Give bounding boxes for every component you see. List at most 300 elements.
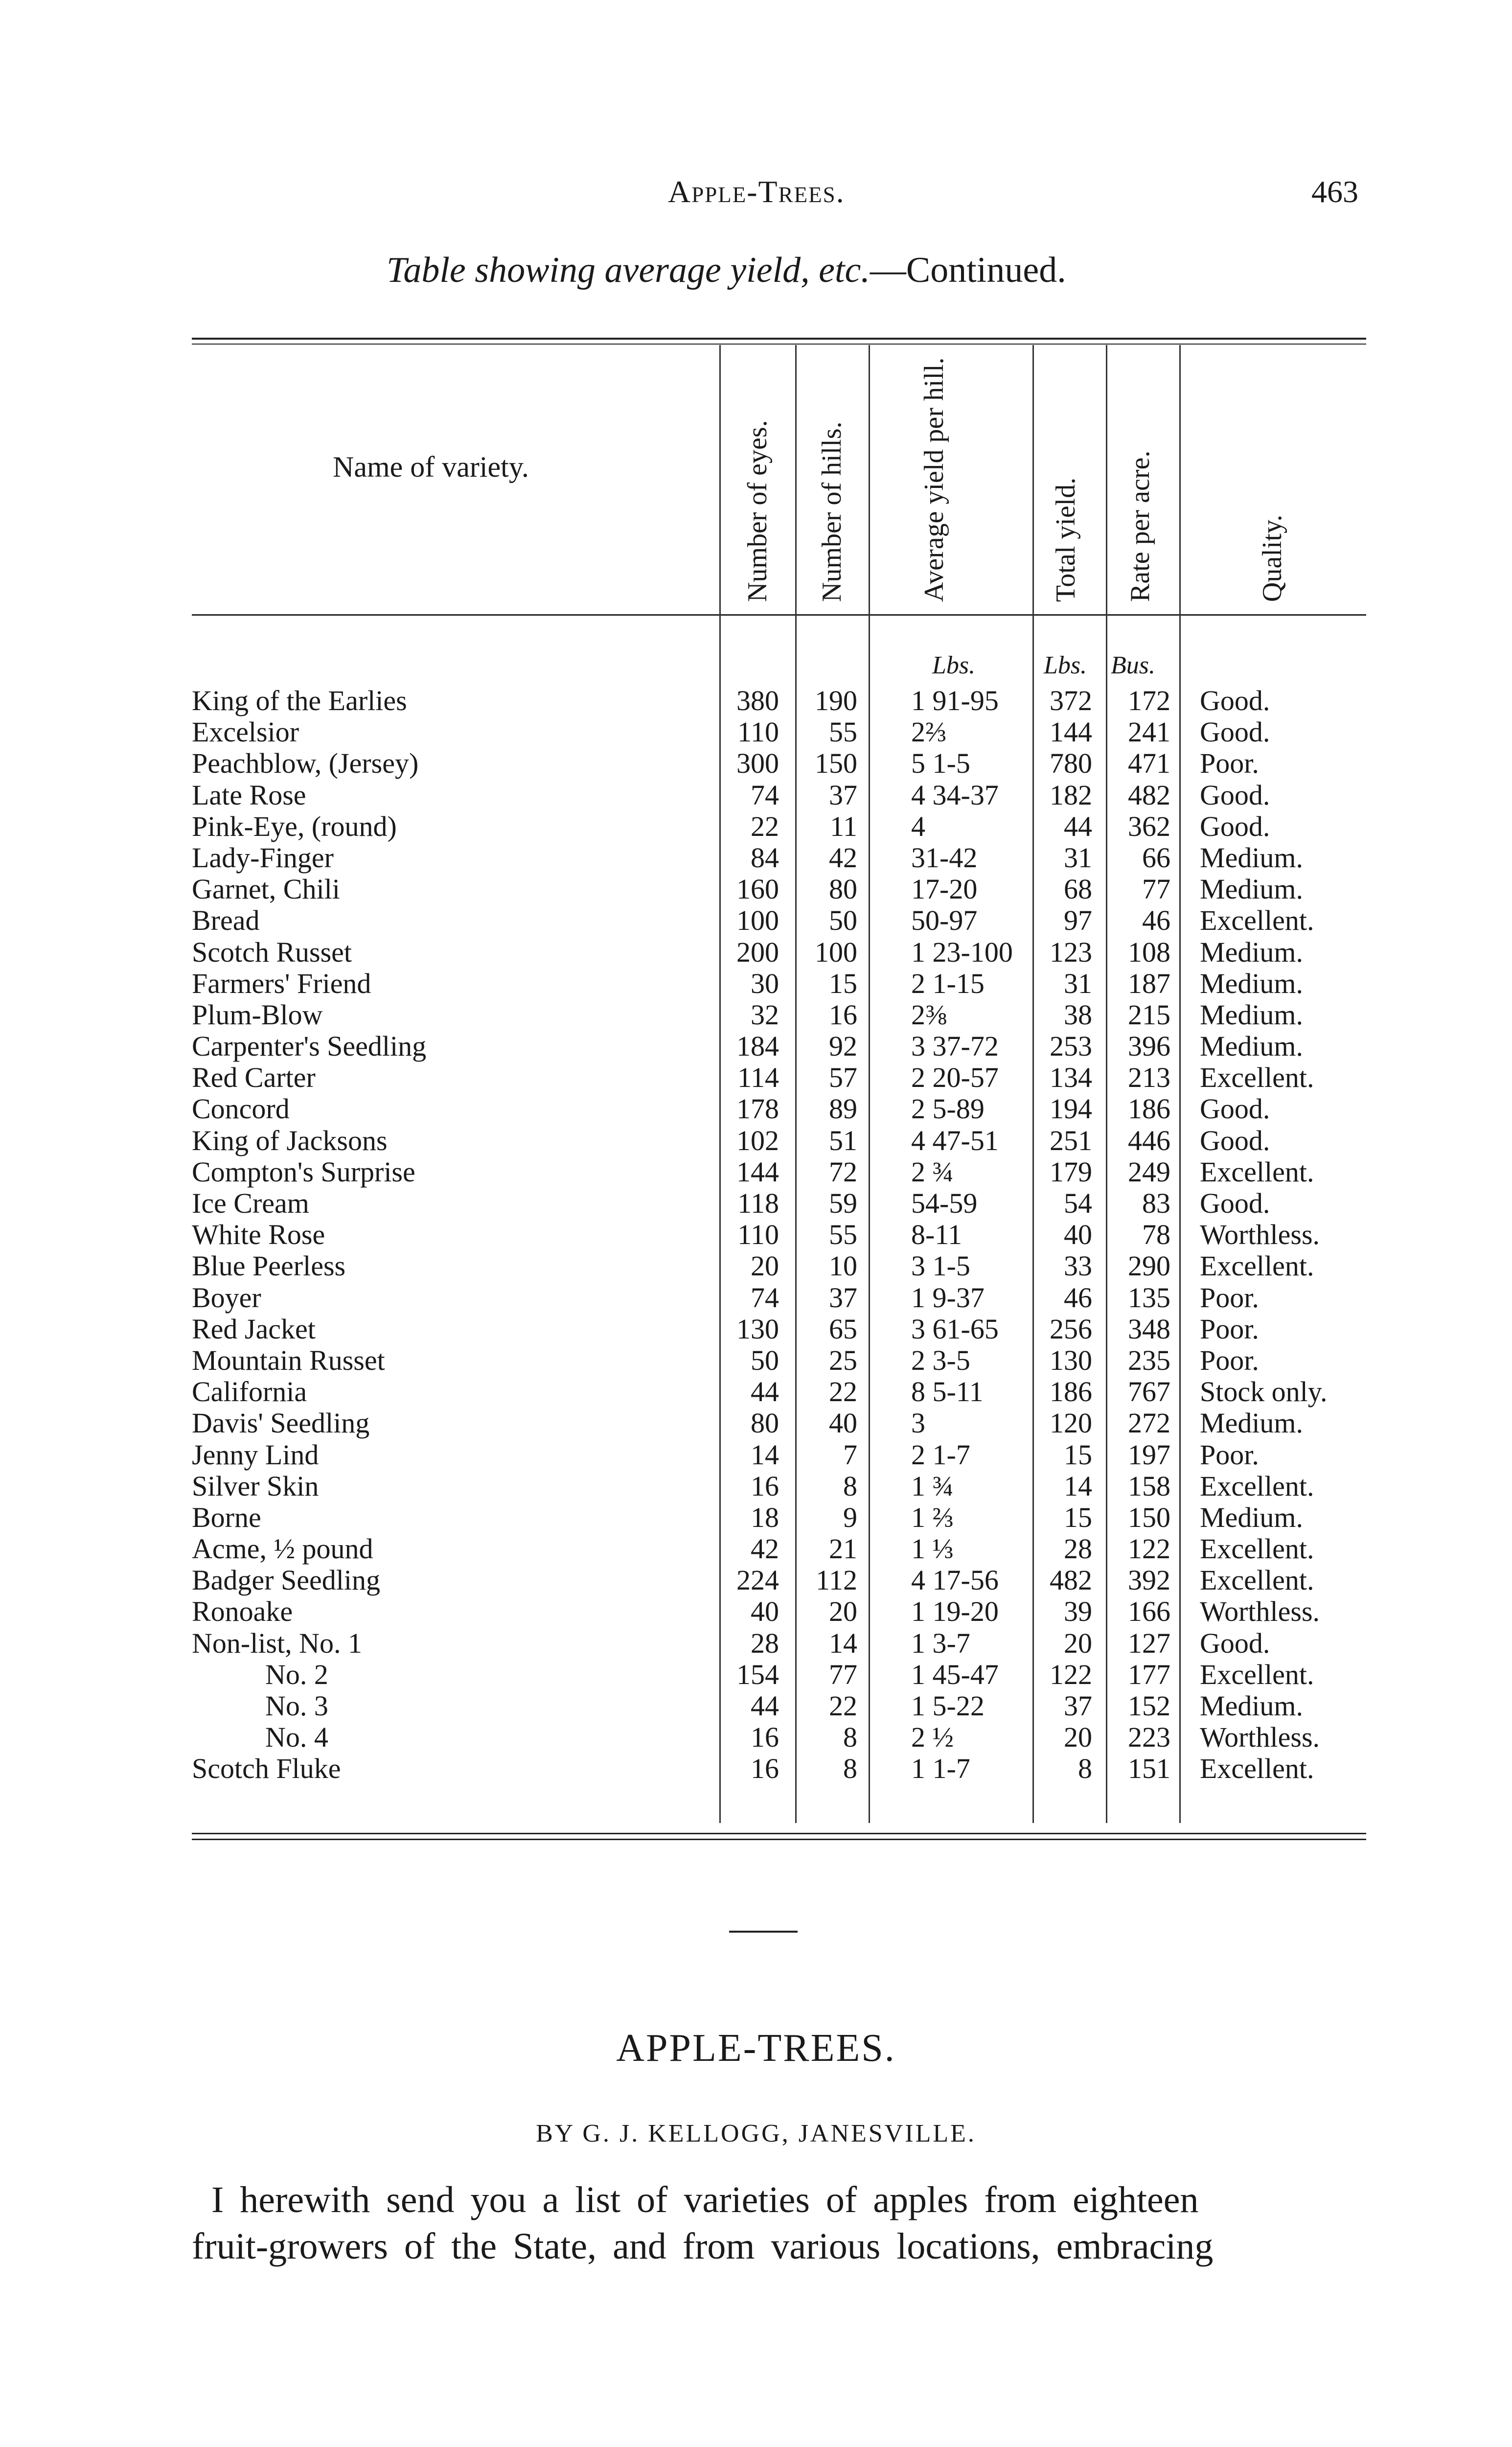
cell-rate: 127 [1128, 1627, 1170, 1659]
column-header-avg-text: Average yield per hill. [919, 357, 949, 602]
table-row [192, 1345, 1356, 1376]
cell-quality: Excellent. [1200, 1533, 1314, 1565]
cell-hills: 190 [815, 685, 857, 716]
table-row [192, 1250, 1356, 1282]
cell-eyes: 110 [737, 716, 779, 748]
column-header-name: Name of variety. [333, 451, 529, 483]
cell-total: 182 [1050, 779, 1092, 811]
cell-eyes: 154 [736, 1658, 779, 1690]
cell-eyes: 102 [736, 1124, 779, 1156]
cell-eyes: 74 [751, 779, 779, 811]
cell-avg: 1 ⅔ [911, 1501, 954, 1533]
cell-avg: 2 ¾ [911, 1155, 954, 1188]
variety-name: Pink-Eye, (round) [192, 810, 397, 842]
cell-hills: 65 [829, 1313, 857, 1345]
cell-hills: 14 [829, 1627, 857, 1659]
table-row [192, 874, 1356, 905]
units-total: Lbs. [1044, 651, 1087, 679]
table-body [192, 685, 1356, 1785]
cell-avg: 17-20 [911, 873, 978, 905]
cell-hills: 37 [829, 779, 857, 811]
variety-name: Garnet, Chili [192, 874, 340, 905]
cell-quality: Medium. [1200, 967, 1304, 999]
cell-total: 68 [1064, 873, 1092, 905]
cell-total: 38 [1064, 998, 1092, 1031]
cell-rate: 471 [1128, 747, 1170, 780]
cell-quality: Poor. [1200, 1281, 1259, 1314]
cell-rate: 78 [1142, 1219, 1170, 1251]
cell-avg: 4 47-51 [911, 1124, 999, 1156]
cell-rate: 249 [1128, 1155, 1170, 1188]
table-caption [387, 250, 1189, 291]
cell-hills: 100 [815, 936, 857, 968]
cell-quality: Poor. [1200, 1438, 1259, 1471]
cell-total: 256 [1050, 1313, 1092, 1345]
cell-quality: Good. [1200, 1627, 1270, 1659]
cell-avg: 2⅔ [911, 716, 947, 748]
variety-name: Scotch Fluke [192, 1753, 341, 1785]
cell-avg: 1 ¾ [911, 1470, 954, 1502]
cell-avg: 2 3-5 [911, 1344, 970, 1376]
cell-hills: 37 [829, 1281, 857, 1314]
table-row [192, 842, 1356, 874]
table-row [192, 1565, 1356, 1596]
cell-total: 482 [1050, 1564, 1092, 1596]
cell-rate: 348 [1128, 1313, 1170, 1345]
cell-eyes: 380 [736, 685, 779, 716]
table-row [192, 811, 1356, 842]
cell-rate: 186 [1128, 1093, 1170, 1125]
column-header-quality: Quality. [1257, 514, 1287, 602]
variety-name: Blue Peerless [192, 1250, 346, 1282]
cell-avg: 3 61-65 [911, 1313, 999, 1345]
header-bottom-rule [192, 614, 1366, 616]
table-row [192, 1031, 1356, 1062]
column-header-eyes: Number of eyes. [742, 420, 773, 602]
table-row [192, 748, 1356, 779]
table-row [192, 716, 1356, 748]
cell-quality: Excellent. [1200, 1470, 1314, 1502]
cell-avg: 8-11 [911, 1219, 962, 1251]
table-caption-italic: Table showing average yield, etc. [387, 250, 870, 290]
cell-quality: Medium. [1200, 998, 1304, 1031]
table-caption-continued: —Continued. [870, 250, 1066, 290]
cell-avg: 31-42 [911, 841, 978, 874]
cell-eyes: 16 [751, 1721, 779, 1754]
variety-name: Concord [192, 1093, 290, 1125]
table-row [192, 1376, 1356, 1408]
cell-avg: 3 37-72 [911, 1030, 999, 1062]
table-top-rule [192, 338, 1366, 340]
variety-name: Plum-Blow [192, 999, 323, 1031]
cell-avg: 1 9-37 [911, 1281, 985, 1314]
article-byline: BY G. J. KELLOGG, JANESVILLE. [536, 2120, 976, 2147]
cell-rate: 290 [1128, 1250, 1170, 1282]
variety-name: Late Rose [192, 779, 306, 811]
cell-rate: 122 [1128, 1533, 1170, 1565]
cell-hills: 9 [843, 1501, 857, 1533]
cell-eyes: 28 [751, 1627, 779, 1659]
cell-eyes: 160 [736, 873, 779, 905]
cell-quality: Excellent. [1200, 1564, 1314, 1596]
cell-eyes: 100 [736, 904, 779, 937]
cell-eyes: 42 [751, 1533, 779, 1565]
cell-total: 44 [1064, 810, 1092, 842]
table-row [192, 1156, 1356, 1188]
table-row [192, 968, 1356, 999]
cell-quality: Good. [1200, 810, 1270, 842]
cell-rate: 223 [1128, 1721, 1170, 1754]
page-number: 463 [1311, 174, 1358, 209]
variety-name: Mountain Russet [192, 1344, 385, 1376]
cell-hills: 15 [829, 967, 857, 999]
cell-total: 20 [1064, 1627, 1092, 1659]
cell-rate: 215 [1128, 998, 1170, 1031]
cell-hills: 89 [829, 1093, 857, 1125]
variety-name: Boyer [192, 1282, 261, 1314]
cell-hills: 8 [843, 1470, 857, 1502]
cell-rate: 152 [1128, 1690, 1170, 1722]
table-row [192, 905, 1356, 936]
variety-name: Scotch Russet [192, 936, 352, 968]
cell-rate: 46 [1142, 904, 1170, 937]
cell-quality: Stock only. [1200, 1376, 1328, 1408]
cell-rate: 446 [1128, 1124, 1170, 1156]
cell-eyes: 16 [751, 1753, 779, 1785]
cell-hills: 16 [829, 998, 857, 1031]
cell-quality: Poor. [1200, 1344, 1259, 1376]
cell-rate: 151 [1128, 1753, 1170, 1785]
cell-hills: 21 [829, 1533, 857, 1565]
cell-hills: 20 [829, 1595, 857, 1628]
variety-name: Compton's Surprise [192, 1156, 415, 1188]
table-row [192, 1690, 1356, 1722]
cell-hills: 57 [829, 1062, 857, 1094]
cell-total: 194 [1050, 1093, 1092, 1125]
cell-total: 54 [1064, 1187, 1092, 1219]
variety-name: White Rose [192, 1219, 325, 1251]
cell-rate: 213 [1128, 1062, 1170, 1094]
cell-total: 253 [1050, 1030, 1092, 1062]
cell-quality: Worthless. [1200, 1721, 1320, 1754]
cell-total: 40 [1064, 1219, 1092, 1251]
cell-eyes: 178 [736, 1093, 779, 1125]
cell-total: 15 [1064, 1501, 1092, 1533]
cell-hills: 8 [843, 1753, 857, 1785]
cell-total: 31 [1064, 841, 1092, 874]
cell-rate: 172 [1128, 685, 1170, 716]
cell-quality: Medium. [1200, 1501, 1304, 1533]
variety-name: King of Jacksons [192, 1125, 388, 1156]
cell-total: 97 [1064, 904, 1092, 937]
article-line-1: I herewith send you a list of varieties of apples from eighteen [211, 2179, 1199, 2220]
variety-name: Davis' Seedling [192, 1408, 370, 1439]
cell-quality: Excellent. [1200, 1658, 1314, 1690]
table-row [192, 1659, 1356, 1690]
cell-rate: 396 [1128, 1030, 1170, 1062]
cell-eyes: 44 [751, 1690, 779, 1722]
cell-eyes: 84 [751, 841, 779, 874]
cell-eyes: 32 [751, 998, 779, 1031]
table-row [192, 1722, 1356, 1753]
cell-avg: 4 17-56 [911, 1564, 999, 1596]
variety-name: Silver Skin [192, 1470, 319, 1502]
cell-quality: Good. [1200, 716, 1270, 748]
cell-total: 20 [1064, 1721, 1092, 1754]
units-avg: Lbs. [932, 651, 976, 679]
cell-avg: 1 23-100 [911, 936, 1013, 968]
running-head [0, 174, 1512, 213]
running-head-title: Apple-Trees. [668, 174, 845, 209]
cell-eyes: 74 [751, 1281, 779, 1314]
table-bottom-rule [192, 1833, 1366, 1834]
cell-rate: 241 [1128, 716, 1170, 748]
cell-total: 122 [1050, 1658, 1092, 1690]
cell-total: 28 [1064, 1533, 1092, 1565]
table-row [192, 1408, 1356, 1439]
cell-avg: 1 19-20 [911, 1595, 999, 1628]
cell-avg: 5 1-5 [911, 747, 970, 780]
cell-hills: 59 [829, 1187, 857, 1219]
cell-hills: 8 [843, 1721, 857, 1754]
cell-avg: 2 ½ [911, 1721, 954, 1754]
column-header-hills: Number of hills. [817, 421, 847, 602]
cell-rate: 272 [1128, 1407, 1170, 1439]
cell-avg: 1 5-22 [911, 1690, 985, 1722]
cell-eyes: 118 [737, 1187, 779, 1219]
column-header-total: Total yield. [1051, 477, 1081, 602]
cell-avg: 4 34-37 [911, 779, 999, 811]
table-row [192, 1533, 1356, 1565]
table-row [192, 1596, 1356, 1627]
cell-total: 186 [1050, 1376, 1092, 1408]
cell-quality: Good. [1200, 685, 1270, 716]
cell-quality: Excellent. [1200, 1250, 1314, 1282]
cell-hills: 150 [815, 747, 857, 780]
cell-total: 31 [1064, 967, 1092, 999]
cell-eyes: 80 [751, 1407, 779, 1439]
cell-quality: Poor. [1200, 1313, 1259, 1345]
cell-quality: Worthless. [1200, 1595, 1320, 1628]
cell-hills: 55 [829, 1219, 857, 1251]
cell-hills: 22 [829, 1690, 857, 1722]
cell-hills: 11 [830, 810, 857, 842]
cell-total: 251 [1050, 1124, 1092, 1156]
cell-total: 134 [1050, 1062, 1092, 1094]
cell-quality: Excellent. [1200, 1753, 1314, 1785]
cell-hills: 22 [829, 1376, 857, 1408]
cell-rate: 83 [1142, 1187, 1170, 1219]
article-line-2: fruit-growers of the State, and from various locations, embracing [192, 2226, 1214, 2267]
cell-rate: 767 [1128, 1376, 1170, 1408]
cell-rate: 177 [1128, 1658, 1170, 1690]
cell-avg: 1 ⅓ [911, 1533, 954, 1565]
variety-name: Borne [192, 1501, 261, 1533]
cell-rate: 135 [1128, 1281, 1170, 1314]
variety-name: Red Jacket [192, 1313, 316, 1345]
cell-eyes: 14 [751, 1438, 779, 1471]
cell-rate: 197 [1128, 1438, 1170, 1471]
cell-avg: 2 1-7 [911, 1438, 970, 1471]
cell-total: 179 [1050, 1155, 1092, 1188]
table-row [192, 999, 1356, 1031]
cell-avg: 1 3-7 [911, 1627, 970, 1659]
cell-quality: Good. [1200, 1124, 1270, 1156]
variety-name: Ice Cream [192, 1188, 309, 1219]
cell-total: 15 [1064, 1438, 1092, 1471]
table-row [192, 1753, 1356, 1784]
variety-name: Badger Seedling [192, 1565, 380, 1596]
cell-hills: 55 [829, 716, 857, 748]
cell-rate: 77 [1142, 873, 1170, 905]
cell-avg: 8 5-11 [911, 1376, 984, 1408]
cell-rate: 158 [1128, 1470, 1170, 1502]
cell-eyes: 16 [751, 1470, 779, 1502]
cell-eyes: 22 [751, 810, 779, 842]
cell-avg: 4 [911, 810, 925, 842]
cell-hills: 7 [843, 1438, 857, 1471]
cell-eyes: 300 [736, 747, 779, 780]
table-row [192, 1439, 1356, 1471]
variety-name: Non-list, No. 1 [192, 1627, 362, 1659]
cell-eyes: 50 [751, 1344, 779, 1376]
cell-avg: 2⅜ [911, 998, 947, 1031]
cell-eyes: 144 [736, 1155, 779, 1188]
table-row [192, 685, 1356, 716]
variety-name: Red Carter [192, 1062, 316, 1094]
cell-hills: 77 [829, 1658, 857, 1690]
variety-name: Carpenter's Seedling [192, 1031, 427, 1062]
cell-eyes: 30 [751, 967, 779, 999]
variety-name: Acme, ½ pound [192, 1533, 373, 1565]
variety-name: Jenny Lind [192, 1439, 319, 1471]
cell-quality: Poor. [1200, 747, 1259, 780]
cell-quality: Excellent. [1200, 1155, 1314, 1188]
variety-name: Farmers' Friend [192, 968, 371, 999]
cell-quality: Good. [1200, 1187, 1270, 1219]
table-row [192, 1502, 1356, 1533]
variety-name: Peachblow, (Jersey) [192, 748, 419, 780]
column-header-avg [920, 328, 948, 602]
cell-avg: 2 20-57 [911, 1062, 999, 1094]
cell-quality: Medium. [1200, 1407, 1304, 1439]
cell-avg: 1 1-7 [911, 1753, 970, 1785]
column-header-rate: Rate per acre. [1125, 450, 1155, 602]
cell-rate: 362 [1128, 810, 1170, 842]
cell-avg: 3 1-5 [911, 1250, 970, 1282]
cell-total: 123 [1050, 936, 1092, 968]
table-row [192, 1093, 1356, 1125]
section-divider [729, 1931, 798, 1933]
cell-total: 46 [1064, 1281, 1092, 1314]
cell-eyes: 224 [736, 1564, 779, 1596]
table-row [192, 1125, 1356, 1156]
cell-total: 130 [1050, 1344, 1092, 1376]
cell-hills: 51 [829, 1124, 857, 1156]
cell-hills: 40 [829, 1407, 857, 1439]
cell-eyes: 114 [737, 1062, 779, 1094]
cell-hills: 42 [829, 841, 857, 874]
cell-quality: Worthless. [1200, 1219, 1320, 1251]
table-row [192, 1219, 1356, 1250]
variety-name: Lady-Finger [192, 842, 334, 874]
cell-avg: 1 91-95 [911, 685, 999, 716]
table-row [192, 1628, 1356, 1659]
cell-rate: 108 [1128, 936, 1170, 968]
cell-eyes: 40 [751, 1595, 779, 1628]
table-row [192, 1282, 1356, 1314]
cell-quality: Medium. [1200, 1030, 1304, 1062]
cell-avg: 2 5-89 [911, 1093, 985, 1125]
cell-rate: 187 [1128, 967, 1170, 999]
variety-name: Ronoake [192, 1596, 293, 1628]
table-row [192, 937, 1356, 968]
cell-rate: 66 [1142, 841, 1170, 874]
variety-name: No. 2 [265, 1659, 328, 1690]
cell-total: 37 [1064, 1690, 1092, 1722]
cell-hills: 72 [829, 1155, 857, 1188]
table-row [192, 1062, 1356, 1093]
cell-quality: Excellent. [1200, 904, 1314, 937]
cell-rate: 166 [1128, 1595, 1170, 1628]
article-title: APPLE-TREES. [616, 2027, 896, 2070]
cell-eyes: 20 [751, 1250, 779, 1282]
variety-name: King of the Earlies [192, 685, 407, 716]
cell-avg: 50-97 [911, 904, 978, 937]
variety-name: No. 4 [265, 1722, 328, 1754]
cell-hills: 25 [829, 1344, 857, 1376]
cell-eyes: 200 [736, 936, 779, 968]
cell-quality: Medium. [1200, 873, 1304, 905]
cell-quality: Excellent. [1200, 1062, 1314, 1094]
cell-quality: Medium. [1200, 1690, 1304, 1722]
cell-quality: Medium. [1200, 841, 1304, 874]
cell-eyes: 18 [751, 1501, 779, 1533]
variety-name: Excelsior [192, 716, 299, 748]
cell-avg: 2 1-15 [911, 967, 985, 999]
cell-quality: Good. [1200, 1093, 1270, 1125]
cell-rate: 150 [1128, 1501, 1170, 1533]
cell-total: 120 [1050, 1407, 1092, 1439]
cell-avg: 54-59 [911, 1187, 978, 1219]
table-bottom-rule-thin [192, 1839, 1366, 1840]
cell-rate: 235 [1128, 1344, 1170, 1376]
cell-eyes: 184 [736, 1030, 779, 1062]
cell-total: 14 [1064, 1470, 1092, 1502]
cell-total: 144 [1050, 716, 1092, 748]
cell-total: 8 [1078, 1753, 1092, 1785]
cell-quality: Good. [1200, 779, 1270, 811]
cell-total: 33 [1064, 1250, 1092, 1282]
table-row [192, 1188, 1356, 1219]
cell-avg: 1 45-47 [911, 1658, 999, 1690]
variety-name: No. 3 [265, 1690, 328, 1722]
cell-hills: 112 [816, 1564, 857, 1596]
table-row [192, 1471, 1356, 1502]
cell-rate: 482 [1128, 779, 1170, 811]
cell-eyes: 44 [751, 1376, 779, 1408]
table-row [192, 1314, 1356, 1345]
cell-hills: 50 [829, 904, 857, 937]
cell-hills: 80 [829, 873, 857, 905]
table-top-rule-thin [192, 344, 1366, 345]
cell-hills: 10 [829, 1250, 857, 1282]
cell-total: 39 [1064, 1595, 1092, 1628]
variety-name: California [192, 1376, 307, 1408]
cell-total: 372 [1050, 685, 1092, 716]
cell-total: 780 [1050, 747, 1092, 780]
table-row [192, 780, 1356, 811]
